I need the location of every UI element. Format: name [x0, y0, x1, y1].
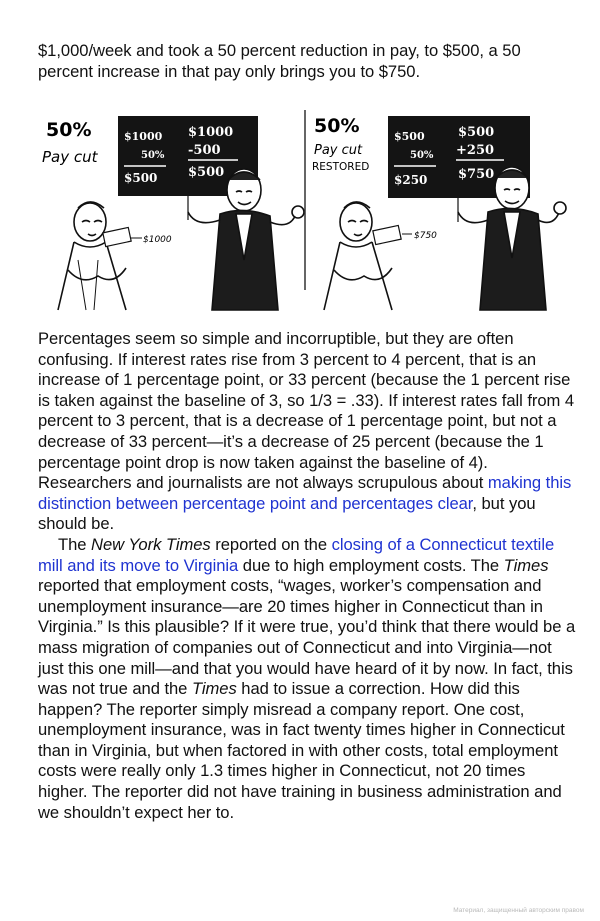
percentage-distinction-link[interactable]: making this distinction between percentage point and percentages clear — [38, 473, 572, 513]
times-title-2: Times — [191, 679, 237, 699]
right-board-line-3: $250 — [394, 173, 428, 187]
paragraph-percentages — [38, 329, 578, 535]
right-title-caption-1: Pay cut — [314, 143, 363, 158]
paragraph-1-text: Percentages seem so simple and incorruptible, but they are often confusing. If interest rates rise from 3 percent to 4 percent, that is an increase of 1 percentage point, or 33 percent (because the 1 percent rise is taken against the baseline of 3, so 1/3 = .33). If interest rates fall from 4 percent to 3 percent, that is a decrease of 1 percentage point, but not a decrease of 33 percent—it’s a decrease of 25 percent (because the 1 percentage point drop is now taken against the baseline of 4). Researchers and journalists are not always scrupulous about — [38, 329, 575, 493]
right-title-caption-2: RESTORED — [312, 161, 370, 173]
left-panel — [42, 116, 304, 310]
right-board-calc-3: $750 — [458, 167, 495, 182]
nyt-title: New York Times — [91, 534, 211, 554]
right-money-label: $750 — [414, 231, 437, 241]
pay-cut-cartoon — [38, 110, 568, 312]
right-worker-figure — [324, 202, 392, 310]
paragraph-2-mid2: reported that employment costs, “wages, worker’s compensation and unemployment insurance—are 20 times higher in Connecticut than in Virginia.” Is this plausible? If it were true, you’d think that there would be a mass migration of companies out of Connecticut and into Virginia—not just this one mill—and that you would have heard of it by now. In fact, this was not true and the — [38, 576, 576, 699]
intro-text: $1,000/week and took a 50 percent reduction in pay, to $500, a 50 percent increase in that pay only brings you to $750. — [38, 41, 521, 81]
paragraph-2-start: The — [58, 534, 92, 554]
left-worker-figure — [58, 202, 126, 310]
paragraph-nyt — [38, 535, 578, 823]
left-title-caption: Pay cut — [42, 148, 98, 166]
left-board-calc-3: $500 — [188, 165, 225, 180]
paragraph-1-end: , but you should be. — [38, 493, 536, 534]
left-board-calc-2: -500 — [188, 143, 221, 158]
left-title-percent: 50% — [46, 119, 92, 141]
times-title: Times — [503, 555, 549, 575]
body-text — [38, 329, 578, 823]
left-board-calc-1: $1000 — [188, 125, 234, 140]
right-board-calc-2: +250 — [456, 143, 495, 158]
copyright-watermark: Материал, защищенный авторским правом — [453, 907, 584, 914]
paragraph-2-end: had to issue a correction. How did this happen? The reporter simply misread a company report. One cost, unemployment insurance, was in fact twenty times higher in Connecticut than in Virginia, but when factored in with other costs, total employment costs were really only 1.3 times higher in Connecticut, not 20 times higher. The reporter did not have training in business administration and we shouldn’t expect her to. — [38, 679, 565, 822]
paragraph-2-mid: due to high employment costs. The — [238, 555, 504, 575]
right-board-calc-1: $500 — [458, 125, 495, 140]
left-board-line-1: $1000 — [124, 130, 163, 143]
right-board-line-1: $500 — [394, 130, 425, 143]
right-panel — [312, 115, 566, 310]
left-board-line-2: 50% — [141, 150, 165, 161]
left-money-stack — [103, 227, 172, 246]
paragraph-2-reported: reported on the — [210, 534, 332, 554]
right-money-stack — [373, 225, 437, 244]
right-title-percent: 50% — [314, 115, 360, 137]
textile-mill-link[interactable]: closing of a Connecticut textile mill and its move to Virginia — [38, 534, 555, 575]
intro-paragraph — [38, 41, 578, 82]
right-board-line-2: 50% — [410, 150, 434, 161]
left-money-label: $1000 — [143, 235, 172, 245]
left-board-line-3: $500 — [124, 171, 158, 185]
